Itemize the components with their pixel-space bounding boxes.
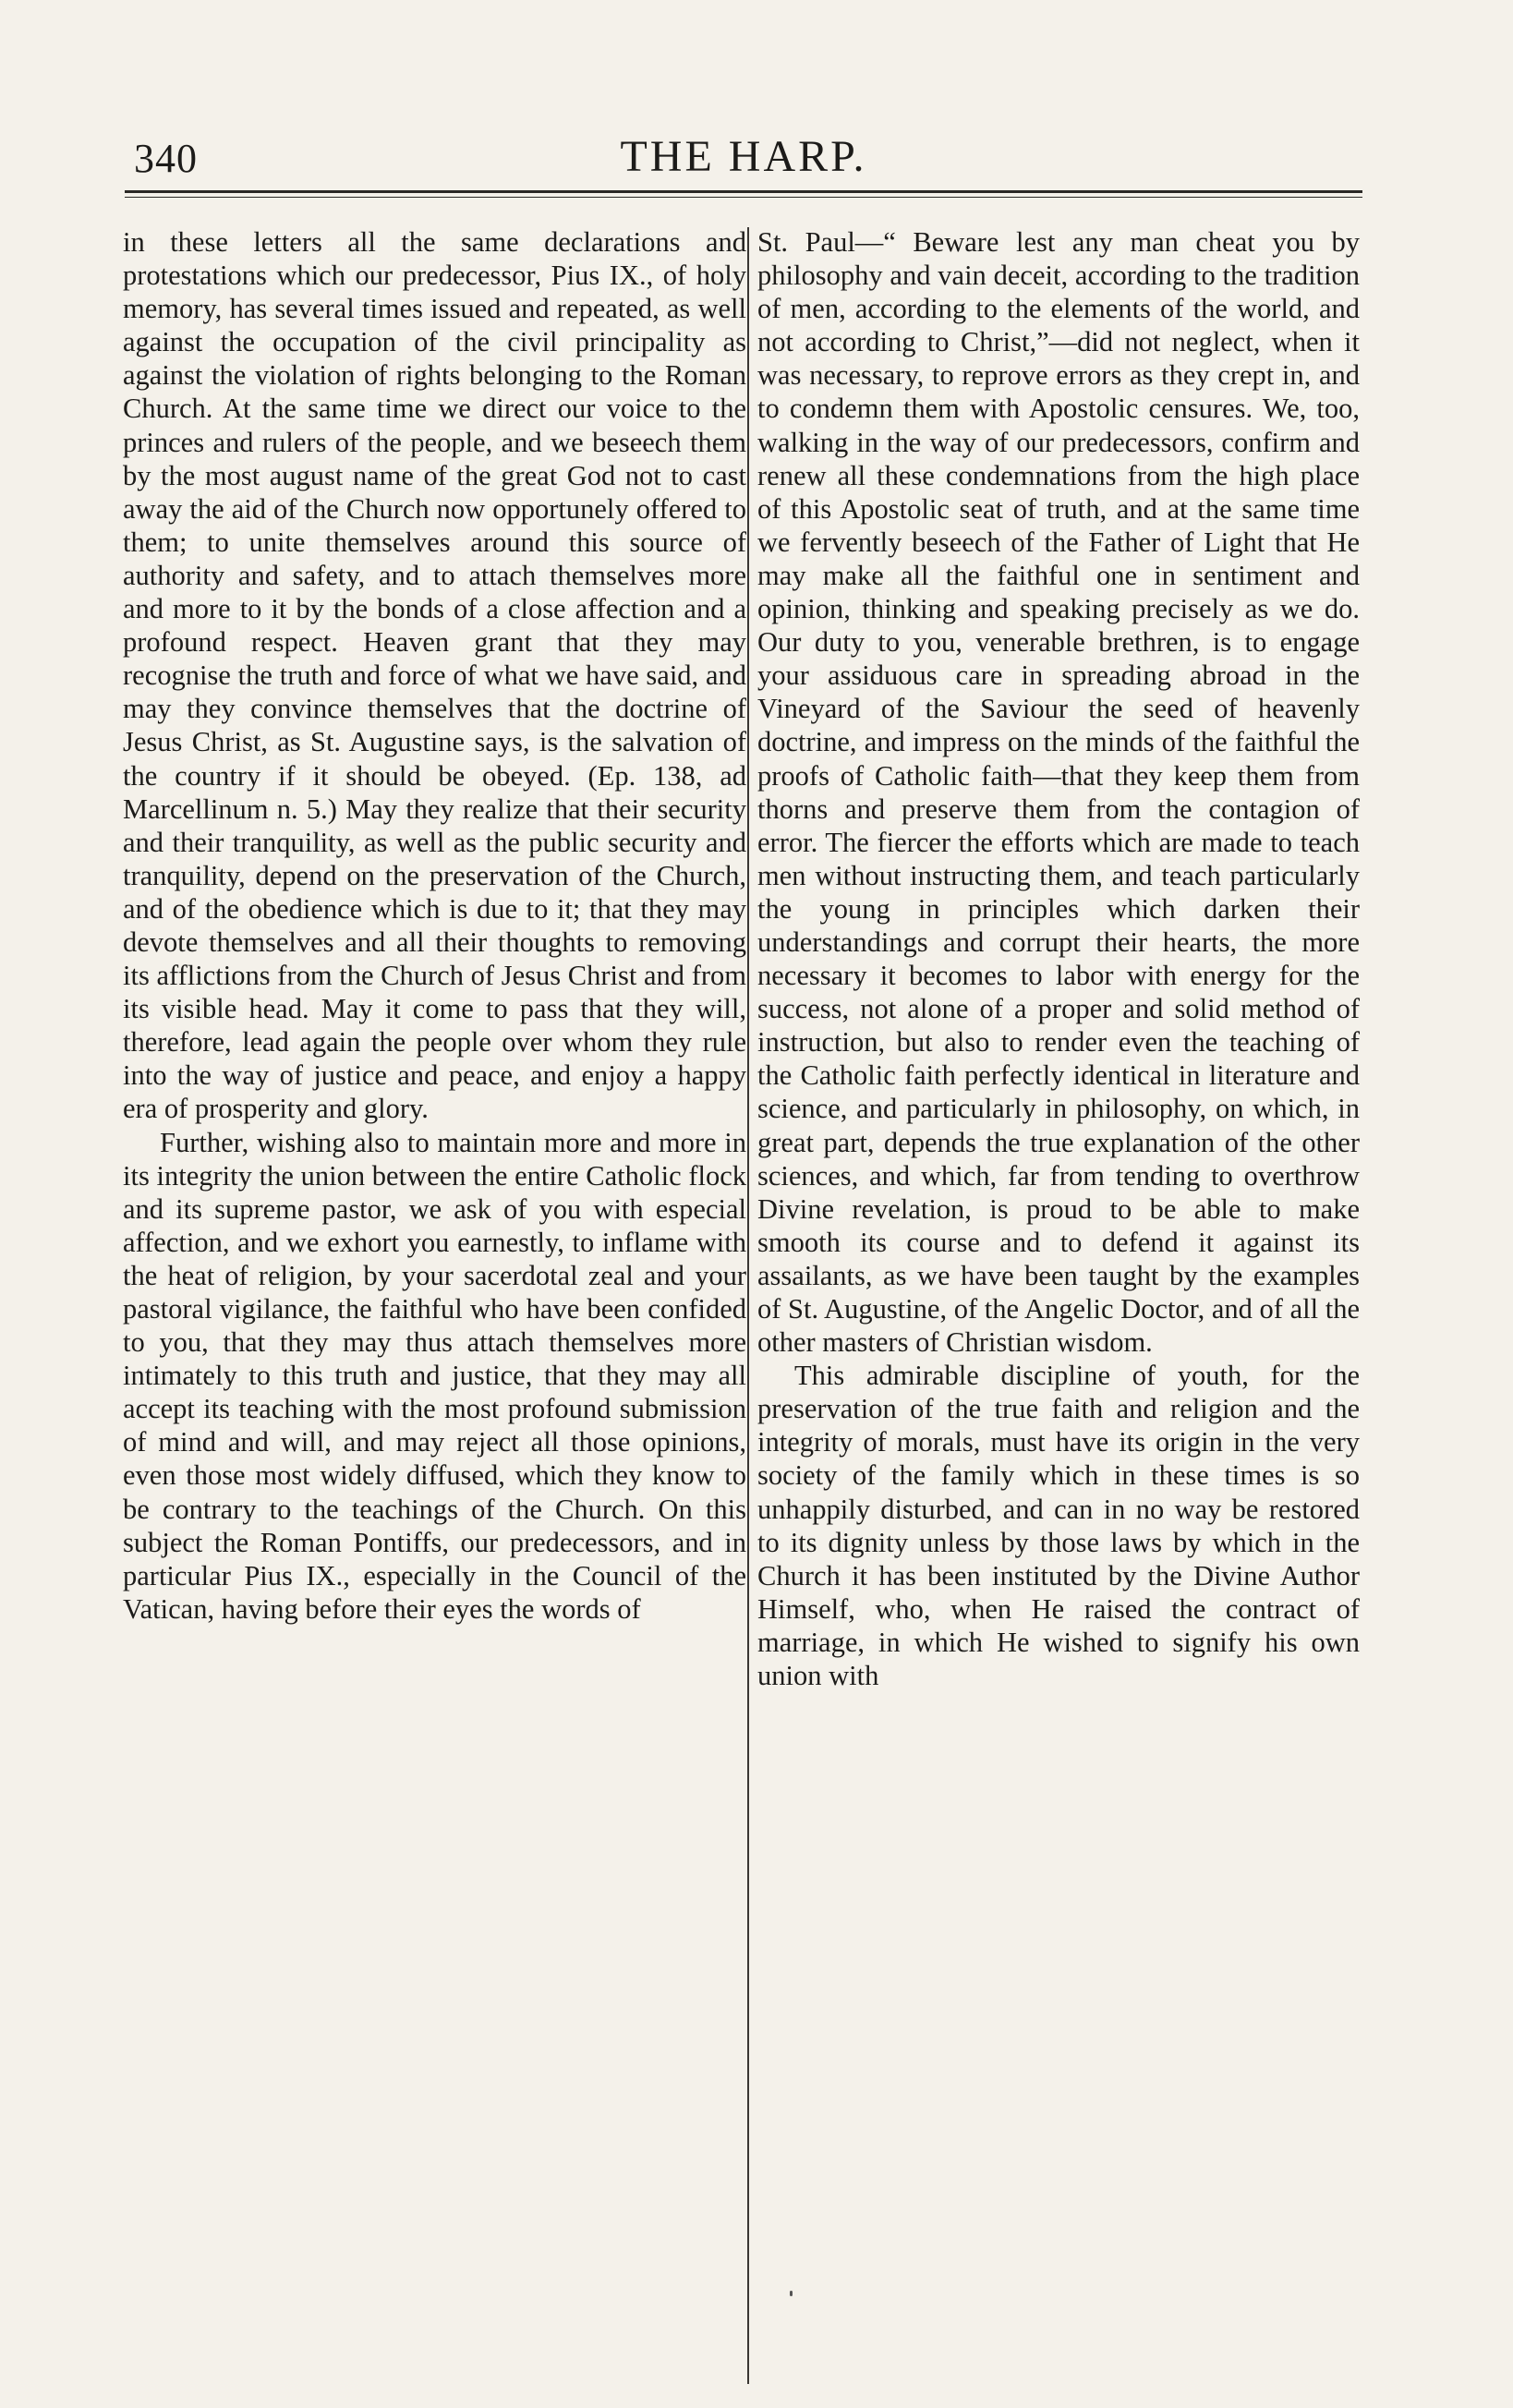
header-rule [125, 190, 1362, 193]
left-column [123, 225, 746, 1626]
page-number: 340 [134, 136, 198, 181]
header-rule-thin [125, 197, 1362, 198]
column-divider [747, 227, 749, 2384]
running-title: THE HARP. [620, 132, 867, 181]
paragraph: St. Paul—“ Beware lest any man cheat you by philosophy and vain deceit, according to the tradition of men, according to the elements of the world, and not according to Christ,”—did not neglect, when it was necessary, to reprove errors as they crept in, and to condemn them with Apostolic censures. We, too, walking in the way of our predecessors, confirm and renew all these condemnations from the high place of this Apostolic seat of truth, and at the same time we fervently beseech of the Father of Light that He may make all the faithful one in sentiment and opinion, thinking and speaking precisely as we do. Our duty to you, venerable brethren, is to engage your assiduous care in spreading abroad in the Vineyard of the Saviour the seed of heavenly doctrine, and impress on the minds of the faithful the proofs of Catholic faith—that they keep them from thorns and preserve them from the contagion of error. The fiercer the efforts which are made to teach men without instructing them, and teach particularly the young in principles which darken their understandings and corrupt their hearts, the more necessary it becomes to labor with energy for the success, not alone of a proper and solid method of instruction, but also to render even the teaching of the Catholic faith perfectly identical in literature and science, and particularly in philosophy, on which, in great part, depends the true explanation of the other sciences, and which, far from tending to overthrow Divine revelation, is proud to be able to make smooth its course and to defend it against its assailants, as we have been taught by the examples of St. Augustine, of the Angelic Doctor, and of all the other masters of Christian wisdom. [757, 226, 1360, 1359]
paragraph: This admirable discipline of youth, for the preservation of the true faith and religion and the integrity of morals, must have its origin in the very society of the family which in these times is so unhappily disturbed, and can in no way be restored to its dignity unless by those laws by which in the Church it has been instituted by the Divine Author Himself, who, when He raised the contract of marriage, in which He wished to signify his own union with [757, 1360, 1360, 1692]
ink-speck [790, 2291, 793, 2296]
running-header [125, 131, 1362, 187]
paragraph: in these letters all the same declarations and protestations which our predecessor, Pius IX., of holy memory, has several times issued and repeated, as well against the occupation of the civil principality as against the violation of rights belonging to the Roman Church. At the same time we direct our voice to the princes and rulers of the people, and we beseech them by the most august name of the great God not to cast away the aid of the Church now opportunely offered to them; to unite themselves around this source of authority and safety, and to attach themselves more and more to it by the bonds of a close affection and a profound respect. Heaven grant that they may recognise the truth and force of what we have said, and may they convince themselves that the doctrine of Jesus Christ, as St. Augustine says, is the salvation of the country if it should be obeyed. (Ep. 138, ad Marcellinum n. 5.) May they realize that their security and their tranquility, as well as the public security and tranquility, depend on the preservation of the Church, and of the obedience which is due to it; that they may devote themselves and all their thoughts to removing its afflictions from the Church of Jesus Christ and from its visible head. May it come to pass that they will, therefore, lead again the people over whom they rule into the way of justice and peace, and enjoy a happy era of prosperity and glory. [123, 226, 746, 1125]
paragraph: Further, wishing also to maintain more and more in its integrity the union between the entire Catholic flock and its supreme pastor, we ask of you with especial affection, and we exhort you earnestly, to inflame with the heat of religion, by your sacerdotal zeal and your pastoral vigilance, the faithful who have been confided to you, that they may thus attach themselves more intimately to this truth and justice, that they may all accept its teaching with the most profound submission of mind and will, and may reject all those opinions, even those most widely diffused, which they know to be contrary to the teachings of the Church. On this subject the Roman Pontiffs, our predecessors, and in particular Pius IX., especially in the Council of the Vatican, having before their eyes the words of [123, 1126, 746, 1625]
right-column [757, 225, 1360, 1692]
